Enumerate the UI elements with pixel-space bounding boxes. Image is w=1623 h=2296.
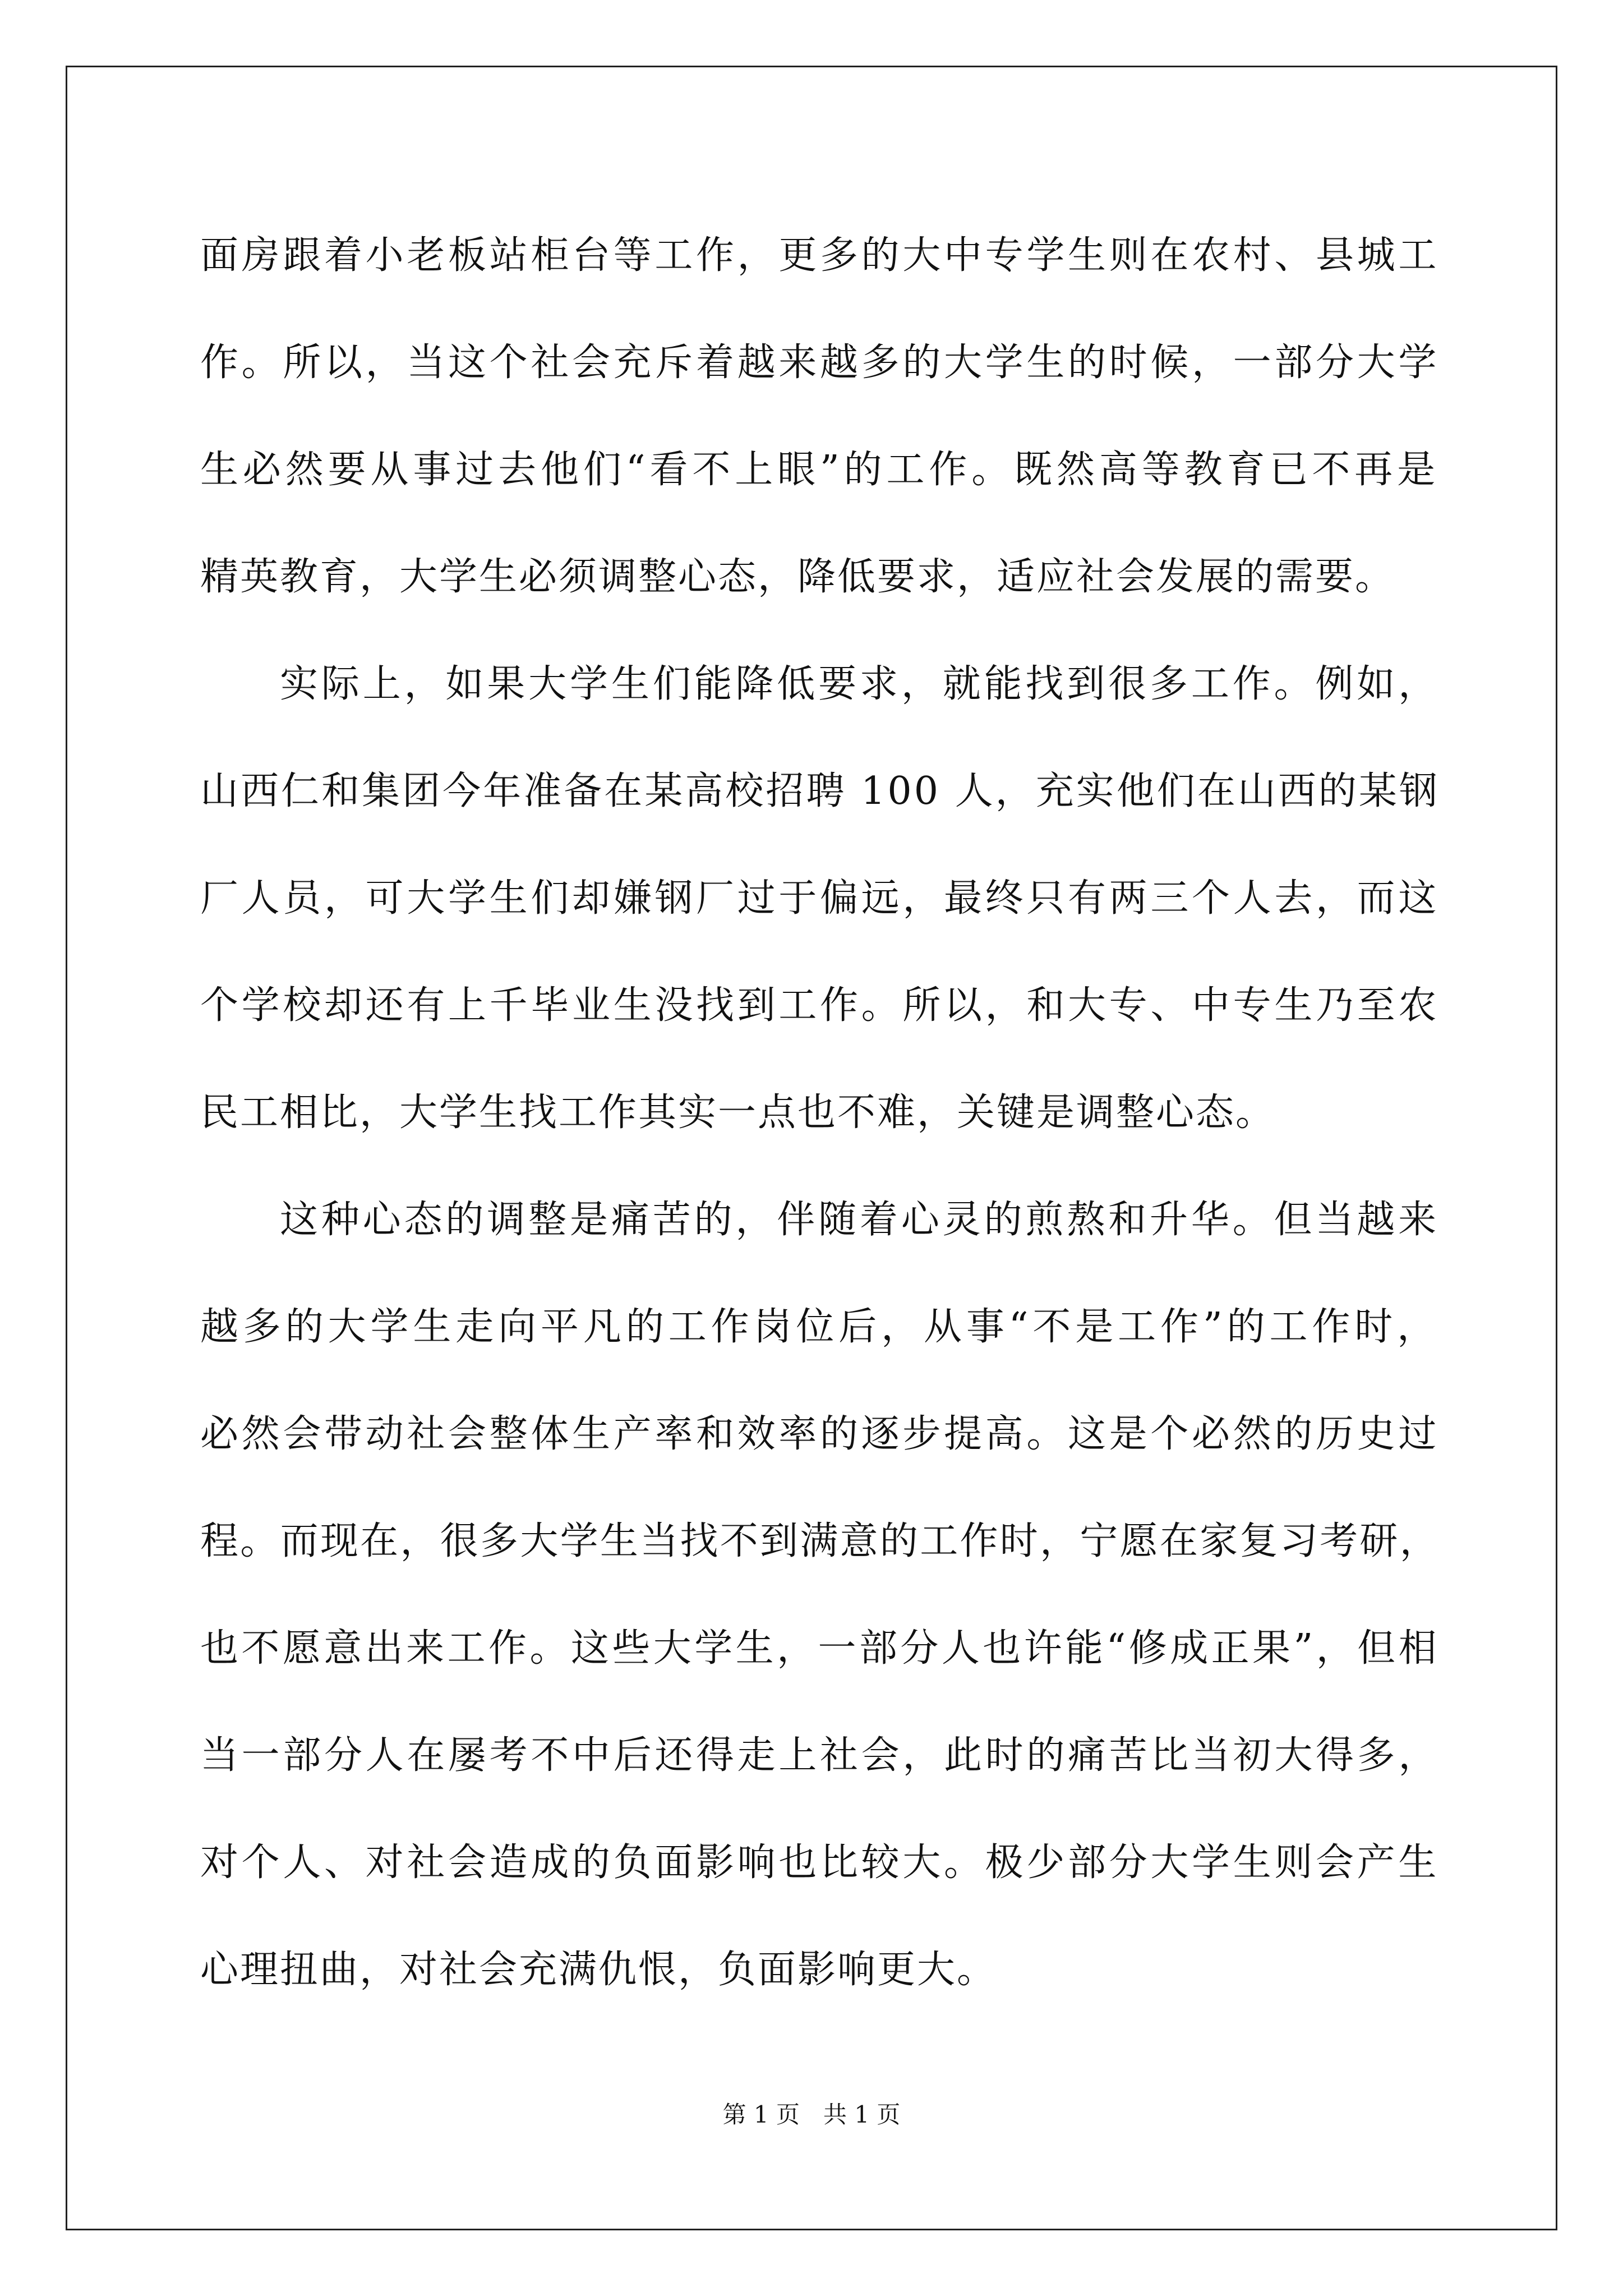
text-line: 厂人员，可大学生们却嫌钢厂过于偏远，最终只有两三个人去，而这 — [200, 876, 1440, 921]
text-line: 必然会带动社会整体生产率和效率的逐步提高。这是个必然的历史过 — [200, 1412, 1440, 1456]
text-line: 越多的大学生走向平凡的工作岗位后，从事“不是工作”的工作时， — [200, 1305, 1440, 1349]
text-line: 这种心态的调整是痛苦的，伴随着心灵的煎熬和升华。但当越来 — [280, 1198, 1440, 1242]
text-line: 作。所以，当这个社会充斥着越来越多的大学生的时候，一部分大学 — [200, 341, 1440, 385]
text-line: 生必然要从事过去他们“看不上眼”的工作。既然高等教育已不再是 — [200, 448, 1440, 492]
text-line: 面房跟着小老板站柜台等工作，更多的大中专学生则在农村、县城工 — [200, 233, 1440, 278]
text-line: 山西仁和集团今年准备在某高校招聘 100 人，充实他们在山西的某钢 — [200, 769, 1440, 813]
text-line: 精英教育，大学生必须调整心态，降低要求，适应社会发展的需要。 — [200, 555, 1395, 599]
text-line: 程。而现在，很多大学生当找不到满意的工作时，宁愿在家复习考研， — [200, 1519, 1440, 1563]
text-line: 心理扭曲，对社会充满仇恨，负面影响更大。 — [200, 1948, 997, 1992]
text-line: 当一部分人在屡考不中后还得走上社会，此时的痛苦比当初大得多， — [200, 1733, 1440, 1778]
text-line: 对个人、对社会造成的负面影响也比较大。极少部分大学生则会产生 — [200, 1841, 1440, 1885]
text-line: 实际上，如果大学生们能降低要求，就能找到很多工作。例如， — [280, 662, 1440, 706]
text-line: 民工相比，大学生找工作其实一点也不难，关键是调整心态。 — [200, 1091, 1276, 1135]
page-footer: 第 1 页 共 1 页 — [722, 2101, 901, 2128]
text-line: 个学校却还有上千毕业生没找到工作。所以，和大专、中专生乃至农 — [200, 983, 1440, 1028]
document-body — [200, 202, 1440, 2023]
text-line: 也不愿意出来工作。这些大学生，一部分人也许能“修成正果”，但相 — [200, 1626, 1440, 1671]
